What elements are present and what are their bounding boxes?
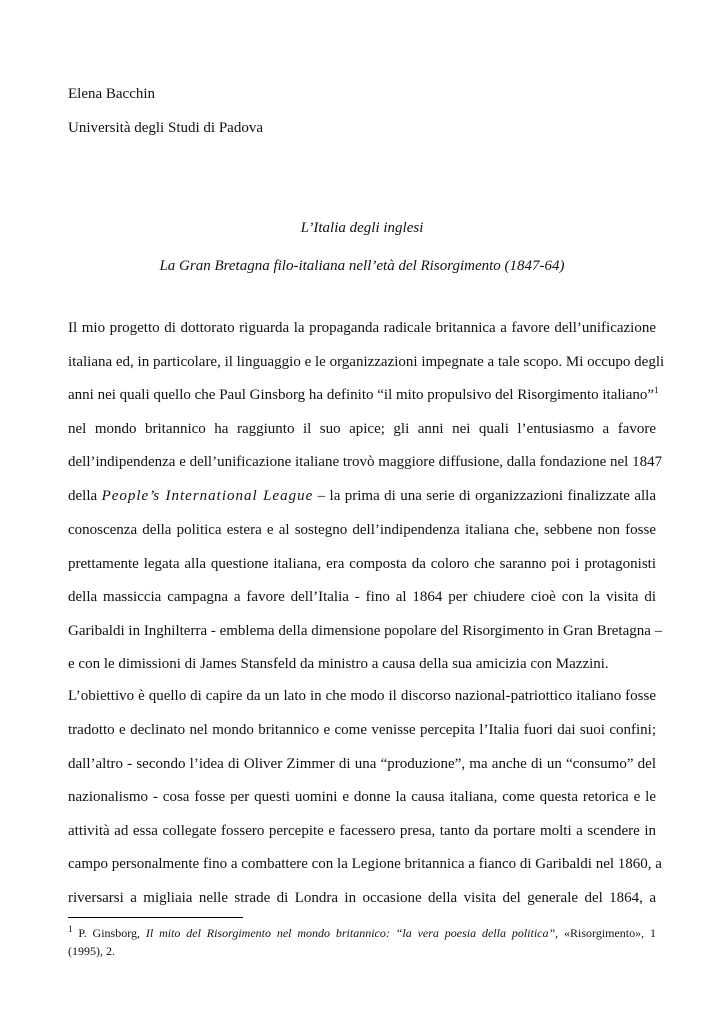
body-line: dall’altro - secondo l’idea di Oliver Zimmer di una “produzione”, ma anche di un “consumo” del	[68, 756, 656, 772]
organization-name: People’s International League	[101, 488, 314, 504]
footnote-cited-title: Il mito del Risorgimento nel mondo britannico: “la vera poesia della politica”	[145, 926, 556, 940]
body-line: attività ad essa collegate fossero percepite e facessero presa, tanto da portare molti a scendere in	[68, 823, 656, 839]
body-line	[68, 385, 659, 404]
footnote	[68, 926, 656, 941]
document-title: L’Italia degli inglesi	[300, 220, 424, 236]
body-line: conoscenza della politica estera e al sostegno dell’indipendenza italiana che, sebbene non fosse	[68, 522, 656, 538]
body-line: dell’indipendenza e dell’unificazione italiane trovò maggiore diffusione, dalla fondazione nel 1847	[68, 454, 663, 470]
body-line: tradotto e declinato nel mondo britannico e come venisse percepita l’Italia fuori dai suoi confini;	[68, 722, 656, 738]
body-line: nazionalismo - cosa fosse per questi uomini e donne la causa italiana, come questa retorica e le	[68, 789, 656, 805]
body-line	[68, 488, 656, 505]
footnote-continuation: (1995), 2.	[68, 944, 115, 958]
body-line-text: anni nei quali quello che Paul Ginsborg ha definito “il mito propulsivo del Risorgimento italiano”	[68, 387, 655, 403]
body-line-text: – la prima di una serie di organizzazioni finalizzate alla	[313, 488, 656, 504]
footnote-separator	[68, 917, 243, 918]
body-line: nel mondo britannico ha raggiunto il suo apice; gli anni nei quali l’entusiasmo a favore	[68, 421, 656, 437]
body-line: riversarsi a migliaia nelle strade di Londra in occasione della visita del generale del 1864, a	[68, 890, 656, 906]
body-line: Garibaldi in Inghilterra - emblema della dimensione popolare del Risorgimento in Gran Bretagna –	[68, 623, 663, 639]
body-line: e con le dimissioni di James Stansfeld da ministro a causa della sua amicizia con Mazzini.	[68, 656, 609, 672]
author-name: Elena Bacchin	[68, 86, 156, 102]
author-affiliation: Università degli Studi di Padova	[68, 120, 263, 136]
footnote-text: , «Risorgimento», 1	[555, 926, 657, 940]
body-line: L’obiettivo è quello di capire da un lato in che modo il discorso nazional-patriottico italiano fosse	[68, 688, 656, 704]
footnote-ref: 1	[654, 385, 659, 395]
body-line: prettamente legata alla questione italiana, era composta da coloro che saranno poi i protagonisti	[68, 556, 656, 572]
body-line: della massiccia campagna a favore dell’Italia - fino al 1864 per chiudere cioè con la visita di	[68, 589, 656, 605]
body-line-text: della	[68, 488, 102, 504]
footnote-text: P. Ginsborg,	[72, 926, 146, 940]
document-subtitle: La Gran Bretagna filo-italiana nell’età del Risorgimento (1847-64)	[159, 258, 565, 274]
body-line: Il mio progetto di dottorato riguarda la propaganda radicale britannica a favore dell’unificazione	[68, 320, 656, 336]
body-line: campo personalmente fino a combattere con la Legione britannica a fianco di Garibaldi nel 1860, a	[68, 856, 662, 872]
body-line: italiana ed, in particolare, il linguaggio e le organizzazioni impegnate a tale scopo. Mi occupo degli	[68, 354, 665, 370]
footnote-number: 1	[68, 924, 73, 934]
